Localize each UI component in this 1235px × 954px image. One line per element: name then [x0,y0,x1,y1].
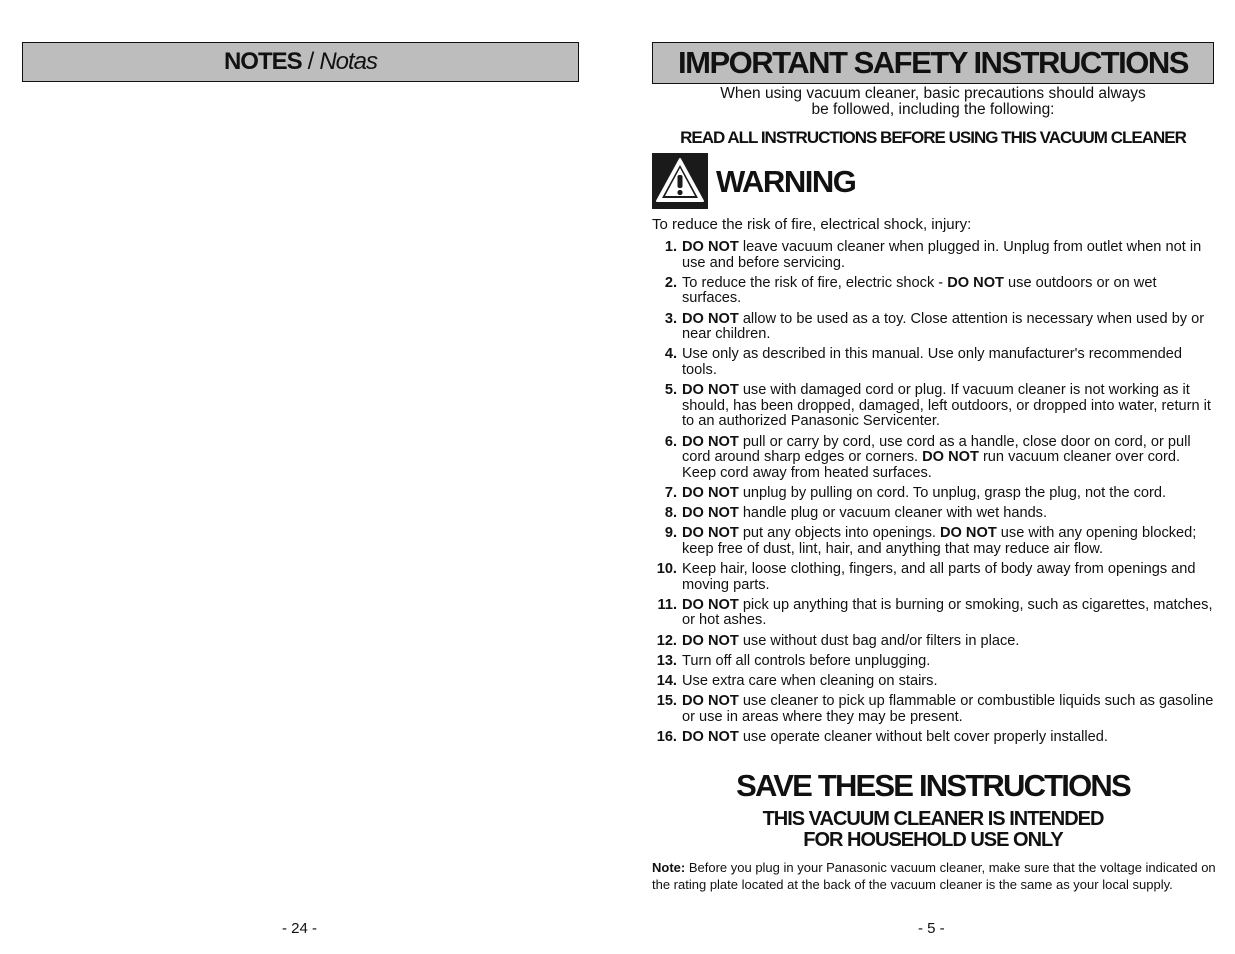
safety-item-number: 14. [656,672,677,689]
safety-item-text [682,730,1214,746]
safety-item-body: Turn off all controls before unplugging. [682,652,931,669]
do-not-emphasis: DO NOT [682,382,739,399]
safety-item [652,347,1214,378]
safety-item-body: put any objects into openings. [738,525,940,542]
do-not-emphasis: DO NOT [682,728,739,745]
intro-text [652,86,1214,118]
safety-item-text [682,562,1214,593]
warning-heading: WARNING [716,164,856,199]
safety-item [652,694,1214,725]
safety-item-text [682,526,1214,557]
safety-item [652,312,1214,343]
safety-item-number: 11. [657,596,677,613]
safety-item [652,598,1214,629]
household-use-heading [652,809,1214,851]
safety-item [652,730,1214,746]
safety-item-body: use outdoors or on wet surfaces. [682,274,1157,307]
notes-banner [22,42,579,82]
safety-item [652,276,1214,307]
safety-item-body: use operate cleaner without belt cover properly installed. [738,728,1108,745]
household-line-2: FOR HOUSEHOLD USE ONLY [803,829,1063,851]
warning-triangle-icon [652,153,708,209]
safety-item-body: handle plug or vacuum cleaner with wet hands. [738,505,1048,522]
safety-item-body: use cleaner to pick up flammable or combustible liquids such as gasoline or use in areas where they may be present. [682,693,1214,725]
safety-item-body: pick up anything that is burning or smoking, such as cigarettes, matches, or hot ashes. [682,596,1213,629]
do-not-emphasis: DO NOT [682,596,739,613]
safety-item [652,506,1214,522]
right-page [640,0,1235,954]
notes-separator: / [307,48,314,75]
note-label: Note: [652,860,686,875]
intro-line-2: be followed, including the following: [811,101,1055,118]
do-not-emphasis: DO NOT [682,693,739,710]
do-not-emphasis: DO NOT [922,449,979,466]
notes-title: NOTES [223,48,302,75]
left-page [0,0,600,954]
safety-item-body: use with damaged cord or plug. If vacuum cleaner is not working as it should, has been dropped, damaged, left outdoors, or dropped into water, return it to an authorized Panasonic Servicenter. [682,382,1211,430]
intro-line-1: When using vacuum cleaner, basic precautions should always [720,85,1146,102]
safety-item-text [682,347,1214,378]
do-not-emphasis: DO NOT [682,239,739,255]
safety-item-number: 9. [664,525,677,542]
safety-item-text [682,486,1214,502]
safety-item-number: 7. [664,484,677,501]
voltage-note [652,859,1217,893]
notes-title-spanish: Notas [319,48,378,75]
safety-item-body: leave vacuum cleaner when plugged in. Unplug from outlet when not in use and before servicing. [682,239,1202,271]
safety-item [652,654,1214,670]
safety-item-number: 15. [656,693,677,710]
reduce-risk-text: To reduce the risk of fire, electrical shock, injury: [652,216,972,233]
safety-item-body: Keep hair, loose clothing, fingers, and all parts of body away from openings and moving parts. [682,561,1196,593]
safety-item-body: run vacuum cleaner over cord. Keep cord away from heated surfaces. [682,449,1181,481]
do-not-emphasis: DO NOT [939,525,997,542]
save-instructions-heading: SAVE THESE INSTRUCTIONS [736,768,1130,803]
safety-item-body: use without dust bag and/or filters in place. [738,632,1020,649]
note-text: Before you plug in your Panasonic vacuum cleaner, make sure that the voltage indicated on the rating plate located at the back of the vacuum cleaner is the same as your local supply. [652,860,1216,892]
safety-item-body: Use only as described in this manual. Use only manufacturer's recommended tools. [682,346,1183,378]
safety-item [652,486,1214,502]
do-not-emphasis: DO NOT [682,433,739,450]
safety-item-number: 10. [656,561,677,578]
safety-item-body: Use extra care when cleaning on stairs. [682,672,938,689]
safety-item-body: pull or carry by cord, use cord as a handle, close door on cord, or pull cord around sharp edges or corners. [682,433,1191,466]
safety-item-text [682,674,1214,690]
safety-item-body: use with any opening blocked; keep free of dust, lint, hair, and anything that may reduce air flow. [682,525,1197,557]
safety-item-text [682,654,1214,670]
safety-item [652,435,1214,482]
safety-item [652,526,1214,557]
safety-item-number: 4. [664,346,677,363]
safety-item [652,634,1214,650]
safety-item-text [682,383,1214,430]
safety-item-text [682,312,1214,343]
do-not-emphasis: DO NOT [682,525,739,542]
safety-item [652,240,1214,271]
safety-item-number: 5. [664,382,677,399]
household-line-1: THIS VACUUM CLEANER IS INTENDED [762,808,1104,830]
safety-item-number: 16. [656,728,677,745]
safety-item-number: 13. [656,652,677,669]
safety-item-text [682,240,1214,271]
do-not-emphasis: DO NOT [682,310,739,327]
safety-item-number: 3. [664,310,677,327]
read-all-heading: READ ALL INSTRUCTIONS BEFORE USING THIS VACUUM CLEANER [680,128,1186,147]
safety-item-number: 8. [664,505,677,522]
safety-item [652,562,1214,593]
do-not-emphasis: DO NOT [682,632,739,649]
page-number-right: - 5 - [918,920,945,937]
do-not-emphasis: DO NOT [947,274,1004,291]
safety-item-body: unplug by pulling on cord. To unplug, grasp the plug, not the cord. [738,484,1167,501]
safety-item-body: To reduce the risk of fire, electric shock - [682,274,948,291]
safety-instructions-list [652,240,1214,750]
safety-item-number: 12. [656,632,677,649]
do-not-emphasis: DO NOT [682,505,739,522]
safety-item-number: 2. [664,274,677,291]
safety-item-number: 1. [664,239,677,255]
safety-item-text [682,276,1214,307]
do-not-emphasis: DO NOT [682,484,739,501]
safety-item-body: allow to be used as a toy. Close attention is necessary when used by or near children. [682,310,1205,343]
safety-item-text [682,598,1214,629]
safety-item-text [682,634,1214,650]
safety-item-text [682,435,1214,482]
page-number-left: - 24 - [282,920,318,937]
safety-title-banner: IMPORTANT SAFETY INSTRUCTIONS [652,42,1214,84]
safety-item [652,674,1214,690]
safety-item [652,383,1214,430]
safety-item-number: 6. [664,433,677,450]
safety-item-text [682,506,1214,522]
safety-item-text [682,694,1214,725]
